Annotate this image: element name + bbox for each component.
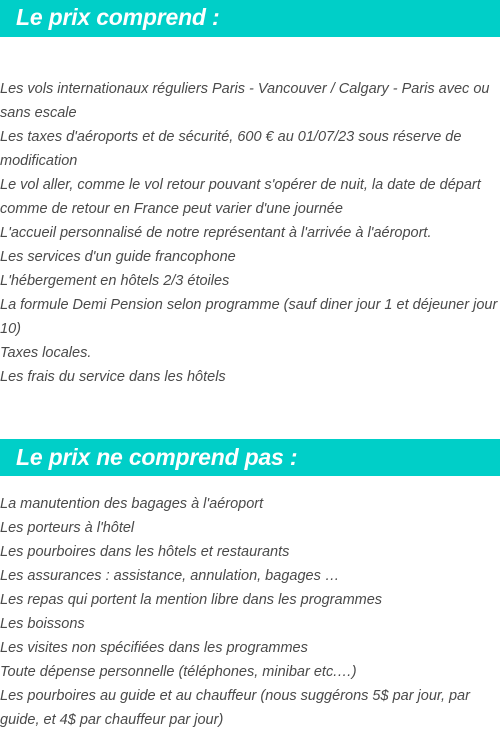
list-item: Les porteurs à l'hôtel: [0, 520, 135, 536]
list-item: Le vol aller, comme le vol retour pouvant s'opérer de nuit, la date de départ comme de retour en France peut varier d'une journée: [0, 177, 481, 217]
list-item: Les frais du service dans les hôtels: [0, 369, 226, 385]
price-includes-heading: Le prix comprend :: [0, 0, 500, 37]
price-excludes-list: [0, 492, 500, 732]
list-item: Les taxes d'aéroports et de sécurité, 600 € au 01/07/23 sous réserve de modification: [0, 129, 462, 169]
list-item: L'hébergement en hôtels 2/3 étoiles: [0, 273, 230, 289]
list-item: Les pourboires au guide et au chauffeur (nous suggérons 5$ par jour, par guide, et 4$ par chauffeur par jour): [0, 688, 470, 728]
list-item: Les boissons: [0, 616, 85, 632]
list-item: Les visites non spécifiées dans les programmes: [0, 640, 308, 656]
list-item: Les assurances : assistance, annulation, bagages …: [0, 568, 340, 584]
list-item: Les repas qui portent la mention libre dans les programmes: [0, 592, 383, 608]
list-item: Les pourboires dans les hôtels et restaurants: [0, 544, 290, 560]
list-item: Les services d'un guide francophone: [0, 249, 236, 265]
price-includes-list: [0, 77, 500, 389]
list-item: Toute dépense personnelle (téléphones, minibar etc.…): [0, 664, 357, 680]
list-item: La formule Demi Pension selon programme (sauf diner jour 1 et déjeuner jour 10): [0, 297, 498, 337]
list-item: Taxes locales.: [0, 345, 92, 361]
list-item: L'accueil personnalisé de notre représentant à l'arrivée à l'aéroport.: [0, 225, 432, 241]
list-item: La manutention des bagages à l'aéroport: [0, 496, 264, 512]
list-item: Les vols internationaux réguliers Paris - Vancouver / Calgary - Paris avec ou sans escale: [0, 81, 490, 121]
price-excludes-heading: Le prix ne comprend pas :: [0, 439, 500, 476]
